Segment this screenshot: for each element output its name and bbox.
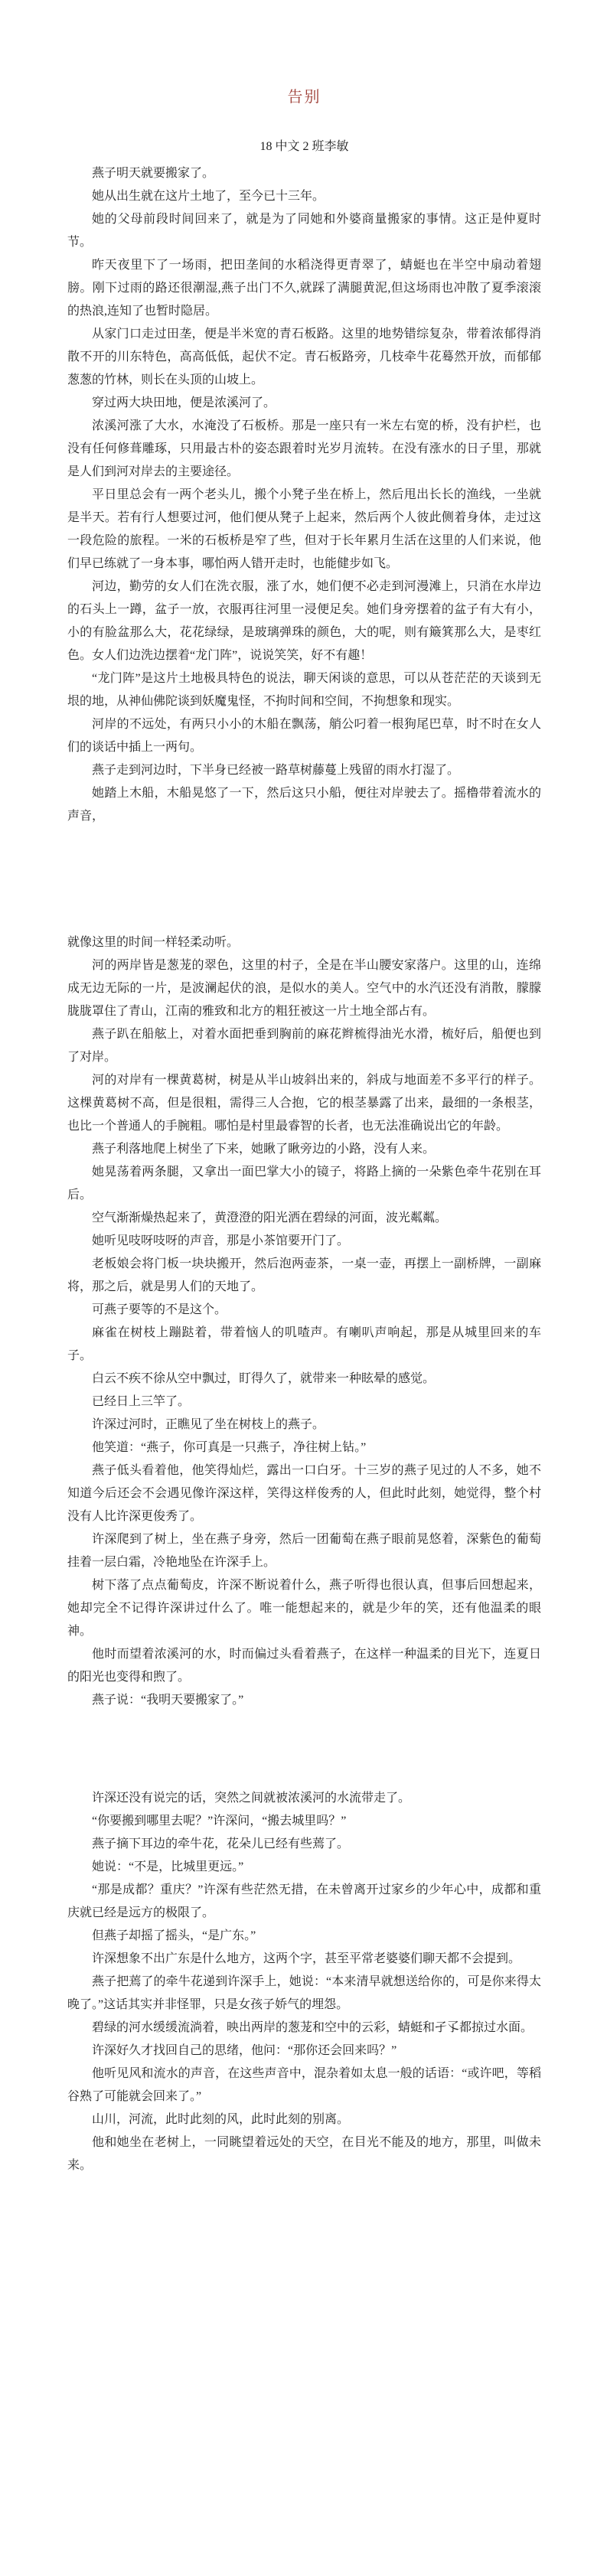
paragraph: 许深好久才找回自己的思绪，他问：“那你还会回来吗？” xyxy=(92,2044,397,2057)
paragraph: 但燕子却摇了摇头，“是广东。” xyxy=(92,1929,256,1942)
paragraph: 就像这里的时间一样轻柔动听。 xyxy=(67,936,240,949)
paragraph: 穿过两大块田地，便是浓溪河了。 xyxy=(92,396,276,409)
paragraph: 燕子走到河边时，下半身已经被一路草树藤蔓上残留的雨水打湿了。 xyxy=(92,764,460,777)
paragraph: 树下落了点点葡萄皮，许深不断说着什么，燕子听得也很认真，但事后回想起来，她却完全不记得许深讲过什么了。唯一能想起来的，就是少年的笑，还有他温柔的眼神。 xyxy=(67,1579,541,1638)
paragraph: 昨天夜里下了一场雨，把田垄间的水稻浇得更青翠了，蜻蜓也在半空中扇动着翅膀。刚下过雨的路还很潮湿,燕子出门不久,就踩了满腿黄泥,但这场雨也冲散了夏季滚滚的热浪,连知了也暂时隐居。 xyxy=(67,259,541,318)
paragraph: 平日里总会有一两个老头儿，搬个小凳子坐在桥上，然后甩出长长的渔线，一坐就是半天。若有行人想要过河，他们便从凳子上起来，然后两个人彼此侧着身体，走过这一段危险的旅程。一米的石板桥是窄了些，但对于长年累月生活在这里的人们来说，他们早已练就了一身本事，哪怕两人错开走时，也能健步如飞。 xyxy=(67,488,541,570)
paragraph: 他时而望着浓溪河的水，时而偏过头看着燕子，在这样一种温柔的目光下，连夏日的阳光也变得和煦了。 xyxy=(67,1648,541,1684)
paragraph: 燕子说：“我明天要搬家了。” xyxy=(92,1694,244,1707)
paragraph: 白云不疾不徐从空中飘过，盯得久了，就带来一种眩晕的感觉。 xyxy=(92,1372,436,1385)
paragraph: 她踏上木船，木船晃悠了一下，然后这只小船，便往对岸驶去了。摇橹带着流水的声音， xyxy=(67,787,541,823)
paragraph: 燕子明天就要搬家了。 xyxy=(92,167,215,180)
paragraph: “你要搬到哪里去呢？”许深问，“搬去城里吗？” xyxy=(92,1815,347,1828)
paragraph: 许深想象不出广东是什么地方，这两个字，甚至平常老婆婆们聊天都不会提到。 xyxy=(92,1952,521,1965)
paragraph: 她从出生就在这片土地了，至今已十三年。 xyxy=(92,190,325,203)
paragraph: 麻雀在树枝上蹦跶着，带着恼人的叽喳声。有喇叭声响起，那是从城里回来的车子。 xyxy=(67,1326,541,1362)
paragraph: 浓溪河涨了大水，水淹没了石板桥。那是一座只有一米左右宽的桥，没有护栏，也没有任何修葺雕琢，只用最古朴的姿态跟着时光岁月流转。在没有涨水的日子里，那就是人们到河对岸去的主要途径。 xyxy=(67,419,541,478)
paragraph: 他和她坐在老树上，一同眺望着远处的天空，在目光不能及的地方，那里，叫做未来。 xyxy=(67,2136,541,2172)
paragraph: “龙门阵”是这片土地极具特色的说法，聊天闲谈的意思，可以从苍茫茫的天谈到无垠的地，从神仙佛陀谈到妖魔鬼怪，不拘时间和空间，不拘想象和现实。 xyxy=(67,672,541,708)
page-2-paragraphs xyxy=(67,931,541,1712)
page-1 xyxy=(0,0,607,859)
paragraph: 河的对岸有一棵黄葛树，树是从半山坡斜出来的，斜成与地面差不多平行的样子。这棵黄葛树不高，但是很粗，需得三人合抱，它的根茎暴露了出来，最细的一条根茎，也比一个普通人的手腕粗。哪怕是村里最睿智的长者，也无法准确说出它的年龄。 xyxy=(67,1074,541,1133)
paragraph: 燕子利落地爬上树坐了下来，她瞅了瞅旁边的小路，没有人来。 xyxy=(92,1143,436,1156)
page-3 xyxy=(0,1717,607,2576)
paragraph: 许深还没有说完的话，突然之间就被浓溪河的水流带走了。 xyxy=(92,1792,411,1805)
paragraph: 可燕子要等的不是这个。 xyxy=(92,1303,227,1316)
paragraph: “那是成都？重庆？”许深有些茫然无措，在未曾离开过家乡的少年心中，成都和重庆就已经是远方的极限了。 xyxy=(67,1883,541,1919)
paragraph: 她晃荡着两条腿，又拿出一面巴掌大小的镜子，将路上摘的一朵紫色牵牛花别在耳后。 xyxy=(67,1166,541,1202)
page-3-paragraphs xyxy=(67,1787,541,2177)
paragraph: 河岸的不远处，有两只小小的木船在飘荡，艄公叼着一根狗尾巴草，时不时在女人们的谈话中插上一两句。 xyxy=(67,718,541,754)
paragraph: 已经日上三竿了。 xyxy=(92,1395,191,1408)
paragraph: 她说：“不是，比城里更远。” xyxy=(92,1860,244,1873)
paragraph: 燕子低头看着他，他笑得灿烂，露出一口白牙。十三岁的燕子见过的人不多，她不知道今后还会不会遇见像许深这样，笑得这样俊秀的人，但此时此刻，她觉得，整个村没有人比许深更俊秀了。 xyxy=(67,1464,541,1523)
page-2 xyxy=(0,859,607,1717)
paragraph: 许深过河时，正瞧见了坐在树枝上的燕子。 xyxy=(92,1418,325,1431)
paragraph: 燕子摘下耳边的牵牛花，花朵儿已经有些蔫了。 xyxy=(92,1837,350,1850)
page-1-paragraphs xyxy=(67,162,541,828)
essay-title: 告别 xyxy=(287,89,321,106)
paragraph: 燕子把蔫了的牵牛花递到许深手上，她说：“本来清早就想送给你的，可是你来得太晚了。”这话其实并非怪罪，只是女孩子娇气的埋怨。 xyxy=(67,1975,541,2011)
paragraph: 她的父母前段时间回来了，就是为了同她和外婆商量搬家的事情。这正是仲夏时节。 xyxy=(67,213,541,249)
paragraph: 河边，勤劳的女人们在洗衣服，涨了水，她们便不必走到河漫滩上，只消在水岸边的石头上一蹲，盆子一放，衣服再往河里一浸便足矣。她们身旁摆着的盆子有大有小，小的有脸盆那么大，花花绿绿，是玻璃弹珠的颜色，大的呢，则有簸箕那么大，是枣红色。女人们边洗边摆着“龙门阵”，说说笑笑，好不有趣！ xyxy=(67,580,541,662)
paragraph: 河的两岸皆是葱茏的翠色，这里的村子，全是在半山腰安家落户。这里的山，连绵成无边无际的一片，是波澜起伏的浪，是似水的美人。空气中的水汽还没有消散，朦朦胧胧罩住了青山，江南的雅致和北方的粗狂被这一片土地全部占有。 xyxy=(67,959,541,1018)
essay-byline: 18 中文 2 班李敏 xyxy=(259,140,349,153)
paragraph: 碧绿的河水缓缓流淌着，映出两岸的葱茏和空中的云彩，蜻蜓和孑孓都掠过水面。 xyxy=(92,2021,534,2034)
paragraph: 从家门口走过田垄，便是半米宽的青石板路。这里的地势错综复杂，带着浓郁得消散不开的川东特色，高高低低，起伏不定。青石板路旁，几枝牵牛花蓦然开放，而郁郁葱葱的竹林，则长在头顶的山坡上。 xyxy=(67,328,541,386)
paragraph: 山川，河流，此时此刻的风，此时此刻的别离。 xyxy=(92,2113,350,2126)
paragraph: 他笑道：“燕子，你可真是一只燕子，净往树上钻。” xyxy=(92,1441,367,1454)
paragraph: 空气渐渐燥热起来了，黄澄澄的阳光洒在碧绿的河面，波光粼粼。 xyxy=(92,1211,448,1224)
paragraph: 燕子趴在船舷上，对着水面把垂到胸前的麻花辫梳得油光水滑，梳好后，船便也到了对岸。 xyxy=(67,1028,541,1064)
paragraph: 老板娘会将门板一块块搬开，然后泡两壶茶，一桌一壶，再摆上一副桥牌，一副麻将，那之后，就是男人们的天地了。 xyxy=(67,1257,541,1293)
paragraph: 许深爬到了树上，坐在燕子身旁，然后一团葡萄在燕子眼前晃悠着，深紫色的葡萄挂着一层白霜，冷艳地坠在许深手上。 xyxy=(67,1533,541,1569)
paragraph: 他听见风和流水的声音，在这些声音中，混杂着如太息一般的话语：“或许吧，等稻谷熟了可能就会回来了。” xyxy=(67,2067,541,2103)
paragraph: 她听见吱呀吱呀的声音，那是小茶馆要开门了。 xyxy=(92,1234,350,1247)
